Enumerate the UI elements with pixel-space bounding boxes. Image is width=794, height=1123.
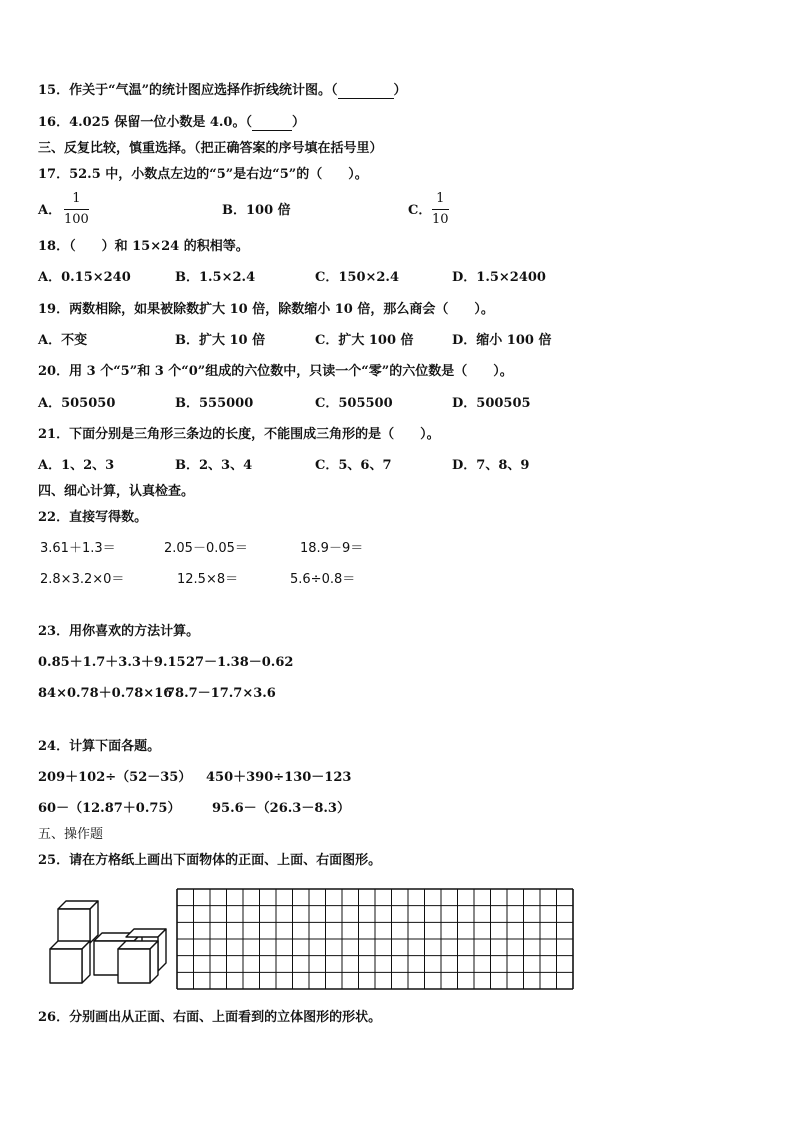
fraction-denominator: 10 bbox=[432, 212, 449, 227]
q21-option-d: D．7、8、9 bbox=[452, 458, 530, 473]
question-25-stem: 25．请在方格纸上画出下面物体的正面、上面、右面图形。 bbox=[38, 853, 382, 868]
q22-item-6: 5.6÷0.8＝ bbox=[290, 572, 356, 587]
question-22-stem: 22．直接写得数。 bbox=[38, 510, 148, 525]
q17-option-c-fraction bbox=[432, 191, 449, 228]
question-21-stem: 21．下面分别是三角形三条边的长度，不能围成三角形的是（ ）。 bbox=[38, 427, 440, 442]
question-19-stem: 19．两数相除，如果被除数扩大 10 倍，除数缩小 10 倍，那么商会（ ）。 bbox=[38, 302, 494, 317]
q20-option-c: C．505500 bbox=[315, 396, 393, 411]
q22-item-4: 2.8×3.2×0＝ bbox=[40, 572, 125, 587]
q19-option-b: B．扩大 10 倍 bbox=[175, 333, 266, 348]
q18-option-d: D．1.5×2400 bbox=[452, 270, 546, 285]
q22-item-1: 3.61＋1.3＝ bbox=[40, 541, 116, 556]
question-20-stem: 20．用 3 个“5”和 3 个“0”组成的六位数中，只读一个“零”的六位数是（ ）。 bbox=[38, 364, 513, 379]
q21-option-b: B．2、3、4 bbox=[175, 458, 253, 473]
grid-paper[interactable] bbox=[176, 888, 574, 990]
answer-blank[interactable] bbox=[252, 130, 292, 131]
cube-figure bbox=[44, 895, 174, 987]
q22-item-5: 12.5×8＝ bbox=[177, 572, 239, 587]
q24-item-3: 60－（12.87＋0.75） bbox=[38, 801, 181, 816]
question-17-stem: 17．52.5 中，小数点左边的“5”是右边“5”的（ ）。 bbox=[38, 167, 368, 182]
question-24-stem: 24．计算下面各题。 bbox=[38, 739, 161, 754]
fraction-bar bbox=[432, 209, 449, 210]
question-26-stem: 26．分别画出从正面、右面、上面看到的立体图形的形状。 bbox=[38, 1010, 382, 1025]
q23-item-2: 27－1.38－0.62 bbox=[186, 655, 294, 670]
q17-option-a-fraction bbox=[64, 191, 89, 228]
q19-option-c: C．扩大 100 倍 bbox=[315, 333, 414, 348]
q24-item-1: 209＋102÷（52－35） bbox=[38, 770, 192, 785]
q18-option-c: C．150×2.4 bbox=[315, 270, 399, 285]
q19-option-d: D．缩小 100 倍 bbox=[452, 333, 552, 348]
q20-option-b: B．555000 bbox=[175, 396, 254, 411]
q17-option-b: B．100 倍 bbox=[222, 203, 291, 218]
q20-option-a: A．505050 bbox=[38, 396, 116, 411]
section-5-heading: 五、操作题 bbox=[38, 827, 104, 842]
fraction-numerator: 1 bbox=[436, 191, 445, 206]
q23-item-3: 84×0.78＋0.78×16 bbox=[38, 686, 173, 701]
question-18-stem: 18．（ ）和 15×24 的积相等。 bbox=[38, 239, 249, 254]
section-3-heading: 三、反复比较，慎重选择。（把正确答案的序号填在括号里） bbox=[38, 141, 383, 156]
q21-option-a: A．1、2、3 bbox=[38, 458, 115, 473]
question-15: 15．作关于“气温”的统计图应选择作折线统计图。（ ） bbox=[38, 83, 407, 98]
q18-option-b: B．1.5×2.4 bbox=[175, 270, 256, 285]
q22-item-2: 2.05－0.05＝ bbox=[164, 541, 248, 556]
question-16: 16．4.025 保留一位小数是 4.0。（ ） bbox=[38, 115, 305, 130]
fraction-denominator: 100 bbox=[64, 212, 89, 227]
q23-item-4: 78.7－17.7×3.6 bbox=[166, 686, 276, 701]
q24-item-4: 95.6－（26.3－8.3） bbox=[212, 801, 350, 816]
q20-option-d: D．500505 bbox=[452, 396, 531, 411]
q19-option-a: A．不变 bbox=[38, 333, 88, 348]
q23-item-1: 0.85＋1.7＋3.3＋9.15 bbox=[38, 655, 186, 670]
fraction-numerator: 1 bbox=[72, 191, 81, 206]
fraction-bar bbox=[64, 209, 89, 210]
q24-item-2: 450＋390÷130－123 bbox=[206, 770, 352, 785]
q22-item-3: 18.9－9＝ bbox=[300, 541, 364, 556]
q17-option-c-label: C． bbox=[408, 203, 432, 218]
q21-option-c: C．5、6、7 bbox=[315, 458, 392, 473]
answer-blank[interactable] bbox=[338, 98, 394, 99]
section-4-heading: 四、细心计算，认真检查。 bbox=[38, 484, 195, 499]
question-23-stem: 23．用你喜欢的方法计算。 bbox=[38, 624, 200, 639]
q17-option-a-label: A． bbox=[38, 203, 62, 218]
q18-option-a: A．0.15×240 bbox=[38, 270, 131, 285]
